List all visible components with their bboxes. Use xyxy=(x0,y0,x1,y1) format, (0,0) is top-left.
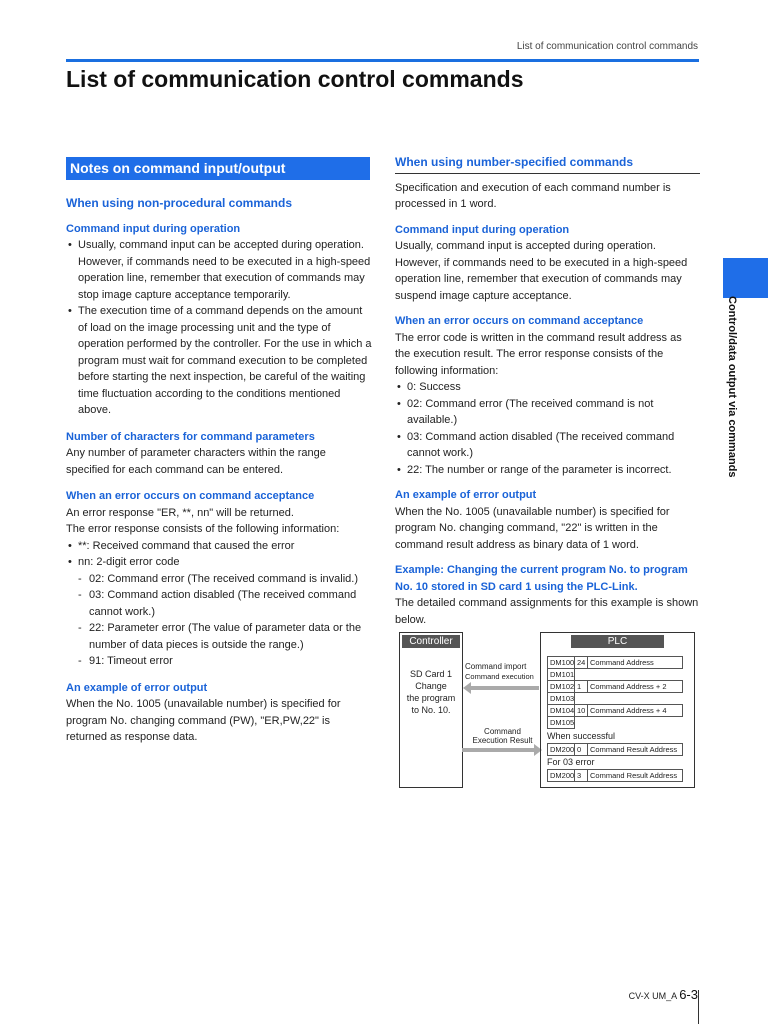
controller-box xyxy=(399,632,463,788)
chapter-label-text: Control/data output via commands xyxy=(726,296,738,478)
exec-result-label xyxy=(465,727,540,745)
cmd-import-label: Command import xyxy=(465,662,527,671)
list-item: • 22: The number or range of the parameter is incorrect. xyxy=(395,462,700,479)
when-successful-label: When successful xyxy=(547,731,616,741)
plc-box xyxy=(540,632,695,788)
error-heading: When an error occurs on command acceptance xyxy=(66,490,315,502)
title-rule xyxy=(66,59,699,62)
example-text: When the No. 1005 (unavailable number) is specified for program No. changing command (PW), "ER,PW,22" is returned as response data. xyxy=(66,698,341,743)
value-cell: 0 xyxy=(575,744,588,755)
register-cell: DM103 xyxy=(550,694,575,703)
error-text: The error response consists of the following information: xyxy=(66,523,340,535)
list-item: • 0: Success xyxy=(395,379,700,396)
left-column xyxy=(66,195,372,746)
register-cell: DM101 xyxy=(550,670,575,679)
list-item: • nn: 2-digit error code xyxy=(66,554,372,571)
register-row xyxy=(547,769,683,782)
desc-cell: Command Result Address xyxy=(590,745,678,754)
controller-line: Change xyxy=(415,681,447,691)
list-item: • 02: Command error (The received command is not available.) xyxy=(395,396,700,429)
cmd-input-heading: Command input during operation xyxy=(66,222,241,235)
controller-line: the program xyxy=(406,693,456,703)
register-cell: DM102 xyxy=(550,682,575,691)
exec-result-line: Execution Result xyxy=(472,736,533,745)
value-cell: 10 xyxy=(575,705,588,716)
list-item: - 02: Command error (The received command is invalid.) xyxy=(78,571,372,588)
footer xyxy=(629,987,698,1002)
list-item: • **: Received command that caused the error xyxy=(66,538,372,555)
nonproc-heading: When using non-procedural commands xyxy=(66,196,293,210)
register-cell: DM104 xyxy=(550,706,575,715)
error-heading-right: When an error occurs on command acceptance xyxy=(395,315,644,327)
right-column xyxy=(395,154,700,628)
value-cell: 3 xyxy=(575,770,588,781)
register-cell: DM100 xyxy=(550,658,575,667)
notes-heading: Notes on command input/output xyxy=(66,157,370,180)
error-list xyxy=(66,538,372,571)
error-case-label: For 03 error xyxy=(547,757,595,767)
chapter-label xyxy=(722,296,740,480)
desc-cell: Command Address xyxy=(590,658,654,667)
register-row xyxy=(547,743,683,756)
value-cell: 1 xyxy=(575,681,588,692)
error-list-right xyxy=(395,379,700,478)
cmd-input-list xyxy=(66,237,372,419)
controller-label: Controller xyxy=(402,635,460,648)
plc-link-diagram xyxy=(399,632,695,790)
error-code-list xyxy=(78,571,372,670)
register-row xyxy=(547,716,575,729)
controller-line: to No. 10. xyxy=(411,705,451,715)
example2-heading: Example: Changing the current program No. to program No. 10 stored in SD card 1 using the PLC-Link. xyxy=(395,564,688,593)
plc-label: PLC xyxy=(571,635,664,648)
numspec-heading: When using number-specified commands xyxy=(395,154,700,174)
running-header: List of communication control commands xyxy=(516,41,698,52)
doc-code: CV-X UM_A xyxy=(628,991,677,1001)
exec-result-line: Command xyxy=(484,727,521,736)
example-text-right: When the No. 1005 (unavailable number) is specified for program No. changing command, "22" is written in the command result address as binary data of 1 word. xyxy=(395,505,670,551)
list-item: - 91: Timeout error xyxy=(78,653,372,670)
register-cell: DM200 xyxy=(550,771,575,780)
value-cell: 24 xyxy=(575,657,588,668)
cmd-execution-label: Command execution xyxy=(465,672,534,681)
desc-cell: Command Result Address xyxy=(590,771,678,780)
cmd-input-heading-right: Command input during operation xyxy=(395,223,570,236)
page-title: List of communication control commands xyxy=(66,66,524,92)
example2-text: The detailed command assignments for this example is shown below. xyxy=(395,597,699,626)
result-arrow xyxy=(462,748,534,752)
page-number: 6-3 xyxy=(679,987,698,1002)
list-item: • The execution time of a command depends on the amount of load on the image processing unit and the type of operation performed by the controller. For the use in which a program must wait for command execution to be completed before starting the next inspection, be careful of the waiting time fluctuation according to the conditions mentioned above. xyxy=(66,303,372,419)
controller-body xyxy=(400,668,462,716)
list-item: - 03: Command action disabled (The received command cannot work.) xyxy=(78,587,372,620)
num-chars-text: Any number of parameter characters within the range specified for each command can be entered. xyxy=(66,447,326,476)
chapter-tab xyxy=(723,258,768,298)
controller-line: SD Card 1 xyxy=(409,669,453,679)
list-item: - 22: Parameter error (The value of parameter data or the number of data pieces is outside the range.) xyxy=(78,620,372,653)
error-text-right: The error code is written in the command result address as the execution result. The error response consists of the following information: xyxy=(395,331,682,377)
example-heading-right: An example of error output xyxy=(395,489,537,501)
list-item: • 03: Command action disabled (The received command cannot work.) xyxy=(395,429,700,462)
desc-cell: Command Address + 4 xyxy=(590,706,667,715)
footer-rule xyxy=(698,990,699,1024)
example-heading: An example of error output xyxy=(66,681,208,694)
register-cell: DM105 xyxy=(550,718,575,727)
list-item: • Usually, command input can be accepted during operation. However, if commands need to be executed in a high-speed operation line, remember that execution of commands may stop image capture acceptance temporarily. xyxy=(66,237,372,303)
num-chars-heading: Number of characters for command parameters xyxy=(66,430,315,443)
import-arrow xyxy=(469,686,539,690)
numspec-text: Specification and execution of each command number is processed in 1 word. xyxy=(395,181,671,210)
cmd-input-text: Usually, command input is accepted during operation. However, if commands need to be executed in a high-speed operation line, remember that execution of commands may suspend image capture acceptance. xyxy=(395,240,688,302)
error-text: An error response "ER, **, nn" will be returned. xyxy=(66,506,294,519)
desc-cell: Command Address + 2 xyxy=(590,682,667,691)
register-cell: DM200 xyxy=(550,745,575,754)
arrow-head-icon xyxy=(463,682,471,694)
